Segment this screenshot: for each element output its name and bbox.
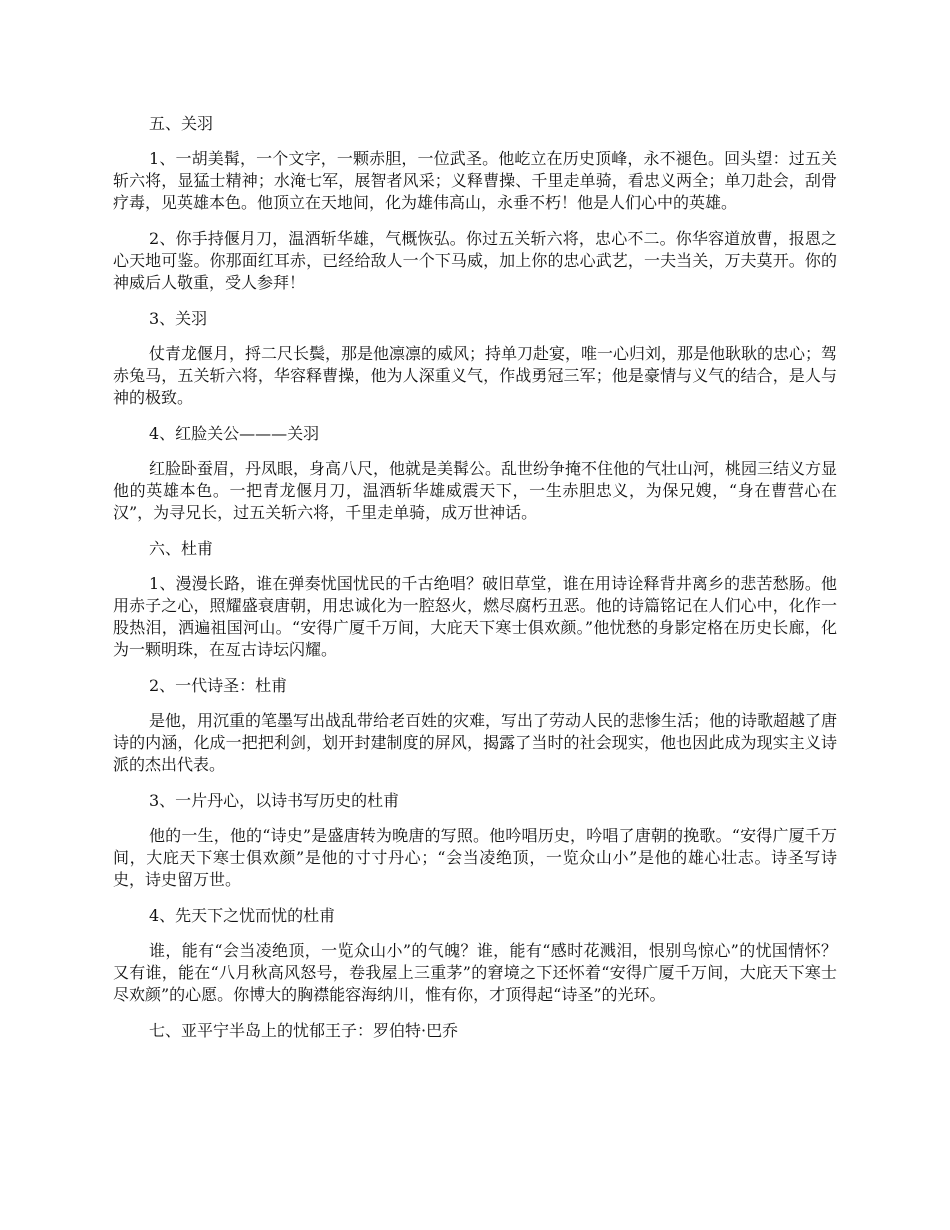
paragraph-guanyu-2: 2、你手持偃月刀，温酒斩华雄，气概恢弘。你过五关斩六将，忠心不二。你华容道放曹，报恩之心天地可鉴。你那面红耳赤，已经给敌人一个下马威，加上你的忠心武艺，一夫当关，万夫莫开。你的神威后人敬重，受人参拜！ <box>113 229 837 292</box>
paragraph-dufu-1: 1、漫漫长路，谁在弹奏忧国忧民的千古绝唱？破旧草堂，谁在用诗诠释背井离乡的悲苦愁肠。他用赤子之心，照耀盛衰唐朝，用忠诚化为一腔怒火，燃尽腐朽丑恶。他的诗篇铭记在人们心中，化作一股热泪，洒遍祖国河山。“安得广厦千万间，大庇天下寒士俱欢颜。”他忧愁的身影定格在历史长廊，化为一颗明珠，在亙古诗坛闪耀。 <box>113 574 837 659</box>
subheading-dufu-3: 3、一片丹心，以诗书写历史的杜甫 <box>149 791 400 810</box>
paragraph-guanyu-1: 1、一胡美髯，一个文字，一颗赤胆，一位武圣。他屹立在历史顶峰，永不褪色。回头望：过五关斩六将，显猛士精神；水淹七军，展智者风采；义释曹操、千里走单骑，看忠义两全；单刀赴会，刮骨疗毒，见英雄本色。他顶立在天地间，化为雄伟高山，永垂不朽！他是人们心中的英雄。 <box>113 149 837 212</box>
subheading-guanyu-4: 4、红脸关公———关羽 <box>149 424 320 443</box>
subheading-dufu-4: 4、先天下之忧而忧的杜甫 <box>149 906 336 925</box>
subheading-dufu-2: 2、一代诗圣：杜甫 <box>149 676 288 695</box>
subheading-guanyu-3: 3、关羽 <box>149 309 208 328</box>
section-heading-guanyu: 五、关羽 <box>149 114 214 133</box>
section-heading-baggio: 七、亚平宁半岛上的忧郁王子：罗伯特·巴乔 <box>149 1021 459 1040</box>
paragraph-guanyu-4: 红脸卧蚕眉，丹凤眼，身高八尺，他就是美髯公。乱世纷争掩不住他的气壮山河，桃园三结义方显他的英雄本色。一把青龙偃月刀，温酒斩华雄威震天下，一生赤胆忠义，为保兄嫂，“身在曹营心在汉”，为寻兄长，过五关斩六将，千里走单骑，成万世神话。 <box>113 459 838 522</box>
paragraph-dufu-2: 是他，用沉重的笔墨写出战乱带给老百姓的灾难，写出了劳动人民的悲惨生活；他的诗歌超越了唐诗的内涵，化成一把把利剑，划开封建制度的屏风，揭露了当时的社会现实，他也因此成为现实主义诗派的杰出代表。 <box>113 711 838 774</box>
paragraph-dufu-4: 谁，能有“会当凌绝顶，一览众山小”的气魄？谁，能有“感时花溅泪，恨别鸟惊心”的忧国情怀？又有谁，能在“八月秋高风怒号，卷我屋上三重茅”的窘境之下还怀着“安得广厦千万间，大庇天下寒士尽欢颜”的心愿。你博大的胸襟能容海纳川，惟有你，才顶得起“诗圣”的光环。 <box>113 941 837 1004</box>
paragraph-guanyu-3: 仗青龙偃月，捋二尺长鬓，那是他凛凛的威风；持单刀赴宴，唯一心归刘，那是他耿耿的忠心；驾赤兔马，五关斩六将，华容释曹操，他为人深重义气，作战勇冠三军；他是豪情与义气的结合，是人与神的极致。 <box>113 344 838 407</box>
paragraph-dufu-3: 他的一生，他的“诗史”是盛唐转为晚唐的写照。他吟唱历史，吟唱了唐朝的挽歌。“安得广厦千万间，大庇天下寒士俱欢颜”是他的寸寸丹心；“会当凌绝顶，一览众山小”是他的雄心壮志。诗圣写诗史，诗史留万世。 <box>113 826 837 889</box>
section-heading-dufu: 六、杜甫 <box>149 539 214 558</box>
